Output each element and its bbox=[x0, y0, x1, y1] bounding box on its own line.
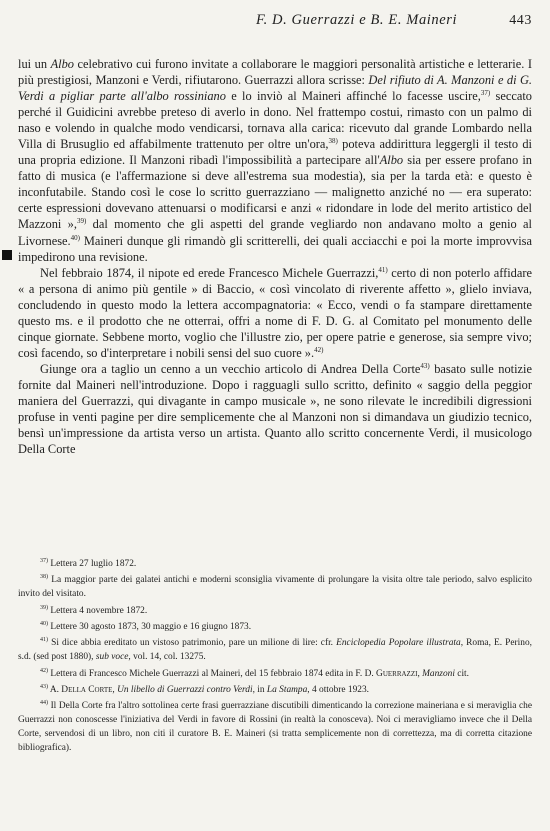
margin-mark bbox=[2, 250, 12, 260]
paragraph-1: lui un Albo celebrativo cui furono invitate a collaborare le maggiori personalità artistiche e letterarie. I più prestigiosi, Manzoni e Verdi, rifiutarono. Guerrazzi allora scrisse: Del rifiuto di A. Manzoni e di G. Verdi a pigliar parte all'albo rossiniano e lo inviò al Maineri affinché lo facesse uscire,$^{37)}$ seccato perché il Guidicini avrebbe preteso di averlo in dono. Nel frattempo costui, rimasto con un palmo di naso e volendo in qualche modo vendicarsi, tornava alla carica: ricevuto dal grande Lombardo nella Villa di Brusuglio ed affabilmente trattenuto per oltre un'ora,$^{38)}$ poteva addirittura leggergli il testo di una propria edizione. Il Manzoni ribadì l'impossibilità a partecipare all'Albo sia per essere profano in fatto di musica (e l'affermazione si deve all'estrema sua modestia), sia per la tarda età: e questo è inconfutabile. Stando così le cose lo scritto guerrazziano — malignetto anziché no — era superato: certe espressioni dovevano attenuarsi o modificarsi e anzi « ridondare in lode del merito artistico del Mazzoni »,$^{39)}$ dal momento che gli aspetti del grande vegliardo non andavano molto a genio al Livornese.$^{40)}$ Maineri dunque gli rimandò gli scritterelli, dei quali acciacchi e poi la morte improvvisa impedirono una revisione. bbox=[18, 57, 533, 264]
footnote-44: $^{44)}$ Il Della Corte fra l'altro sottolinea certe frasi guerrazziane discutibili dimenticando la correzione maineriana e si meraviglia che Guerrazzi non conoscesse l'iniziativa del Verdi in favore di Rossini (in realtà la conosceva). Noi ci meravigliamo invece che il Della Corte, servendosi di un libro, non citi il curatore B. E. Maineri (si tratta semplicemente non di correttezza, ma di corretta citazione bibliografica). bbox=[18, 700, 532, 753]
body-text bbox=[18, 56, 532, 457]
footnote-ref-41[interactable]: 41) bbox=[378, 265, 388, 274]
footnotes bbox=[18, 558, 532, 758]
running-header bbox=[14, 12, 532, 30]
footnote-ref-43[interactable]: 43) bbox=[420, 361, 430, 370]
footnote-42: $^{42)}$ Lettera di Francesco Michele Guerrazzi al Maineri, del 15 febbraio 1874 edita in F. D. Guerrazzi, Manzoni cit. bbox=[40, 667, 469, 679]
footnote-39: $^{39)}$ Lettera 4 novembre 1872. bbox=[40, 604, 148, 616]
running-title: F. D. Guerrazzi e B. E. Maineri bbox=[256, 12, 458, 28]
footnote-ref-42[interactable]: 42) bbox=[314, 345, 324, 354]
footnote-43: $^{43)}$ A. Della Corte, Un libello di Guerrazzi contro Verdi, in La Stampa, 4 ottobre 1923. bbox=[40, 683, 370, 695]
footnote-37: $^{37)}$ Lettera 27 luglio 1872. bbox=[40, 557, 137, 569]
footnote-41: $^{41)}$ Si dice abbia ereditato un vistoso patrimonio, pare un milione di lire: cfr. Enciclopedia Popolare illustrata, Roma, E. Perino, s.d. (sed post 1880), sub voce, vol. 14, col. 13275. bbox=[18, 637, 533, 663]
footnote-ref-40[interactable]: 40) bbox=[70, 233, 80, 242]
page-number: 443 bbox=[509, 13, 532, 28]
footnote-40: $^{40)}$ Lettere 30 agosto 1873, 30 maggio e 16 giugno 1873. bbox=[40, 620, 252, 632]
footnote-38: $^{38)}$ La maggior parte dei galatei antichi e moderni sconsiglia vivamente di prolungare la visita oltre tale periodo, salvo esplicito invito del visitato. bbox=[18, 574, 532, 600]
footnote-ref-39[interactable]: 39) bbox=[76, 217, 87, 226]
paragraph-2: Nel febbraio 1874, il nipote ed erede Francesco Michele Guerrazzi,$^{41)}$ certo di non poterlo affidare « a persona di animo più gentile » di Baccio, « così vincolato di riverente affetto », glielo inviava, concludendo in questo modo la lettera accompagnatoria: « Ecco, vendi o fa stampare direttamente questo ms. e il prodotto che ne otterrai, offri a nome di F. D. G. al Comitato pel monumento delle cinque giornate. Sebbene morto, voglio che l'illustre zio, per opere patrie e generose, sia sempre vivo; così facendo, so d'interpretare i nobili sensi del suo cuore ».$^{42)}$ bbox=[18, 265, 532, 360]
footnote-ref-37[interactable]: 37) bbox=[480, 88, 491, 97]
footnote-ref-38[interactable]: 38) bbox=[328, 137, 338, 146]
paragraph-3: Giunge ora a taglio un cenno a un vecchio articolo di Andrea Della Corte$^{43)}$ basato sulle notizie fornite dal Maineri nell'introduzione. Dopo i ragguagli sullo scritto, definito « saggio della peggior maniera del Guerrazzi, qui divagante in campo musicale », ne sono rilevate le incredibili digressioni profuse in venti pagine per dire semplicemente che al Manzoni non si dimandava un giudizio tecnico, bensì un'impressione da artista verso un artista. Quanto allo scritto concernente Verdi, il musicologo Della Corte bbox=[18, 361, 532, 457]
